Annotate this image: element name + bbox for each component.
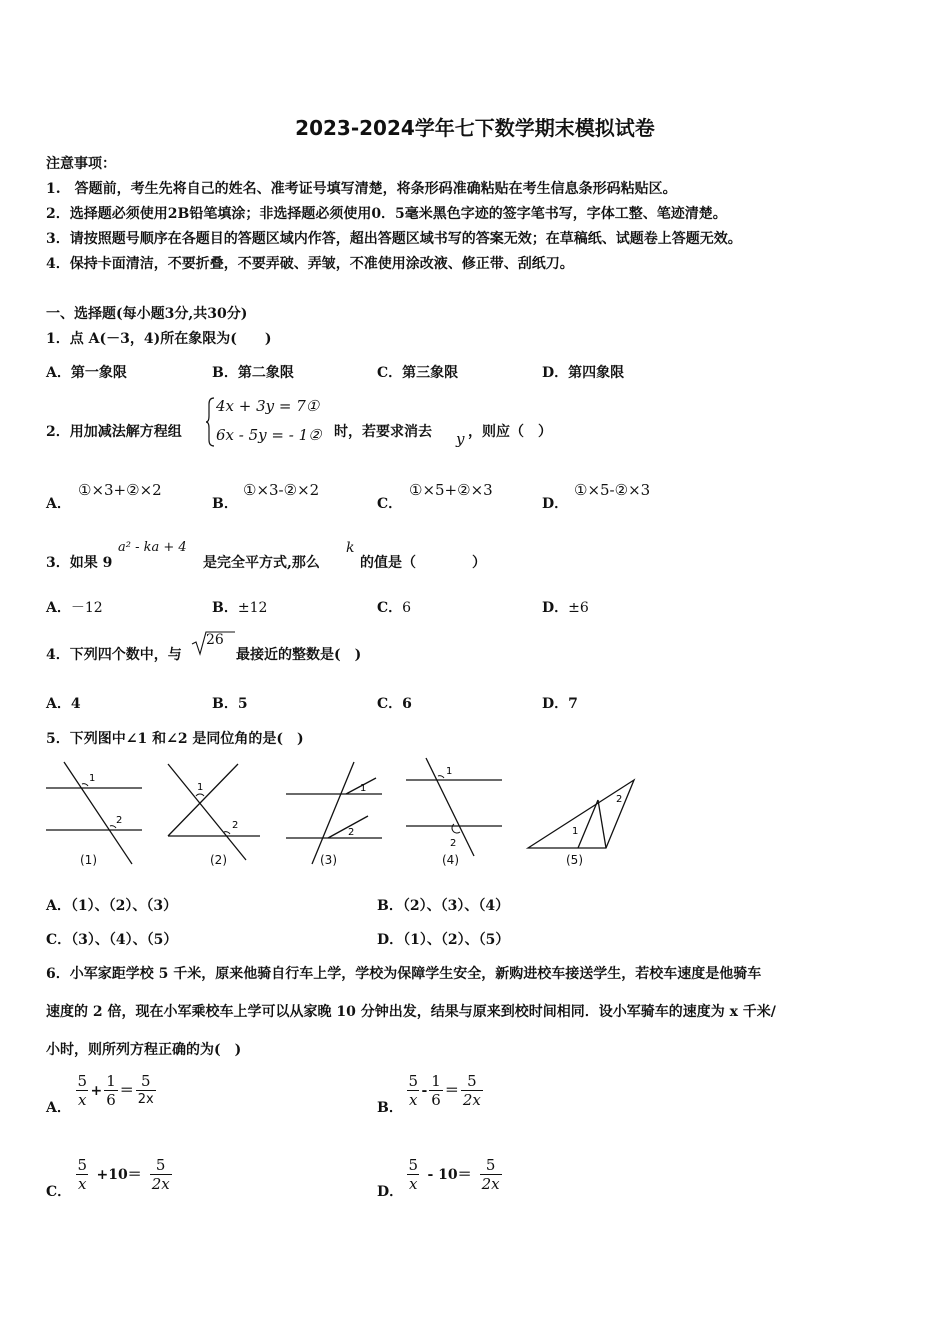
note-item-1: 1. 答题前，考生先将自己的姓名、准考证号填写清楚，将条形码准确粘贴在考生信息条形码粘贴区。 [46,181,677,197]
q6c-frac-2: $\frac{5}{2x}$ [151,1156,170,1193]
notes-heading: 注意事项： [46,156,116,172]
section-heading: 一、选择题(每小题3分,共30分) [46,306,248,322]
q2-variable: y [456,430,465,448]
q5-stem: 5．下列图中∠1 和∠2 是同位角的是( ) [46,731,304,747]
q2-option-d-text[interactable]: ①×5-②×3 [574,481,651,499]
q6-option-a-formula[interactable]: $\frac{5}{x}$ + $\frac{1}{6}$ ＝ $\frac{5}{2x}$ [77,1072,154,1109]
note-item-4: 4．保持卡面清洁，不要折叠，不要弄破、弄皱，不准使用涂改液、修正带、刮纸刀。 [46,256,574,272]
q6b-frac-1: $\frac{5}{x}$ [408,1072,418,1109]
q5-option-d[interactable]: D．（1）、（2）、（5） [377,932,510,948]
q6a-frac-1: $\frac{5}{x}$ [77,1072,87,1109]
figure-1-caption: (1) [80,853,97,867]
q4-option-a[interactable]: A．4 [46,696,81,712]
fig3-angle-1: 1 [360,783,367,794]
q1-option-c[interactable]: C．第三象限 [377,365,459,381]
q6-option-c-label[interactable]: C． [46,1184,72,1200]
q4-stem-pre: 4．下列四个数中，与 [46,647,182,663]
q6-option-b-label[interactable]: B． [377,1100,403,1116]
q6d-frac-2: $\frac{5}{2x}$ [481,1156,500,1193]
q2-option-c-label[interactable]: C． [377,496,403,512]
q4-option-b[interactable]: B．5 [212,696,248,712]
fig1-angle-2: 2 [116,815,123,826]
fig4-angle-1: 1 [446,766,453,777]
q3-option-b[interactable]: B．±12 [212,600,268,616]
fig3-angle-2: 2 [348,827,355,838]
q1-option-d[interactable]: D．第四象限 [542,365,625,381]
q3-variable: k [346,540,355,556]
q5-option-a[interactable]: A．（1）、（2）、（3） [46,898,178,914]
fig4-angle-2: 2 [450,838,457,849]
q4-radicand: 26 [206,632,224,648]
q6c-frac-1: $\frac{5}{x}$ [77,1156,87,1193]
q6d-frac-1: $\frac{5}{x}$ [408,1156,418,1193]
q4-option-c[interactable]: C．6 [377,696,412,712]
q4-option-d[interactable]: D．7 [542,696,578,712]
q3-expression: a² - ka + 4 [118,540,187,555]
figure-5 [526,776,638,856]
q1-stem: 1．点 A(－3，4)所在象限为( ) [46,331,272,347]
fig1-angle-1: 1 [89,773,96,784]
q6-option-d-label[interactable]: D． [377,1184,404,1200]
figure-3-caption: (3) [320,853,337,867]
figure-5-caption: (5) [566,853,583,867]
q3-option-a[interactable]: A．－12 [46,600,103,616]
figure-2-caption: (2) [210,853,227,867]
q6-option-a-label[interactable]: A． [46,1100,71,1116]
q6-option-d-formula[interactable]: $\frac{5}{x}$ - 10＝ $\frac{5}{2x}$ [408,1156,500,1193]
q2-option-d-label[interactable]: D． [542,496,569,512]
q6-line-3: 小时，则所列方程正确的为( ) [46,1042,242,1058]
q2-equation-2: 6x - 5y = - 1② [216,426,322,444]
q2-option-b-label[interactable]: B． [212,496,238,512]
q6b-frac-3: $\frac{5}{2x}$ [462,1072,481,1109]
q1-option-a[interactable]: A．第一象限 [46,365,127,381]
q6a-frac-3: $\frac{5}{2x}$ [137,1072,154,1107]
q3-stem-post: 的值是（ ） [360,555,486,571]
q2-stem-post: ，则应（ ） [468,424,552,440]
page-title: 2023-2024学年七下数学期末模拟试卷 [295,116,655,140]
q3-stem-mid: 是完全平方式,那么 [203,555,320,571]
figure-4-caption: (4) [442,853,459,867]
q2-stem-mid: 时，若要求消去 [334,424,432,440]
q2-option-b-text[interactable]: ①×3-②×2 [243,481,320,499]
q3-stem-pre: 3．如果 9 [46,555,113,571]
q6a-frac-2: $\frac{1}{6}$ [106,1072,116,1109]
q2-stem-pre: 2．用加减法解方程组 [46,424,182,440]
q6-line-2: 速度的 2 倍，现在小军乘校车上学可以从家晚 10 分钟出发，结果与原来到校时间相同．设小军骑车的速度为 x 千米/ [46,1004,776,1020]
fig2-angle-1: 1 [197,782,204,793]
q1-option-b[interactable]: B．第二象限 [212,365,294,381]
q5-option-c[interactable]: C．（3）、（4）、（5） [46,932,178,948]
q2-option-c-text[interactable]: ①×5+②×3 [409,481,493,499]
q6-option-b-formula[interactable]: $\frac{5}{x}$ - $\frac{1}{6}$ ＝ $\frac{5}{2x}$ [408,1072,481,1109]
q6-line-1: 6．小军家距学校 5 千米，原来他骑自行车上学，学校为保障学生安全，新购进校车接送学生，若校车速度是他骑车 [46,966,762,982]
fig5-angle-1: 1 [572,826,579,837]
q5-option-b[interactable]: B．（2）、（3）、（4） [377,898,510,914]
q6-option-c-formula[interactable]: $\frac{5}{x}$ +10＝ $\frac{5}{2x}$ [77,1156,170,1193]
note-item-2: 2．选择题必须使用2B铅笔填涂；非选择题必须使用0．5毫米黑色字迹的签字笔书写，字体工整、笔迹清楚。 [46,206,727,222]
q2-option-a-text[interactable]: ①×3+②×2 [78,481,162,499]
q2-equation-1: 4x + 3y = 7① [216,397,320,415]
q3-option-d[interactable]: D．±6 [542,600,589,616]
q3-option-c[interactable]: C．6 [377,600,412,616]
note-item-3: 3．请按照题号顺序在各题目的答题区域内作答，超出答题区域书写的答案无效；在草稿纸、试题卷上答题无效。 [46,231,742,247]
q2-option-a-label[interactable]: A． [46,496,71,512]
q6b-frac-2: $\frac{1}{6}$ [431,1072,441,1109]
fig2-angle-2: 2 [232,820,239,831]
system-brace [206,396,216,448]
q4-stem-post: 最接近的整数是( ) [236,647,362,663]
fig5-angle-2: 2 [616,794,623,805]
figure-4 [404,756,504,866]
